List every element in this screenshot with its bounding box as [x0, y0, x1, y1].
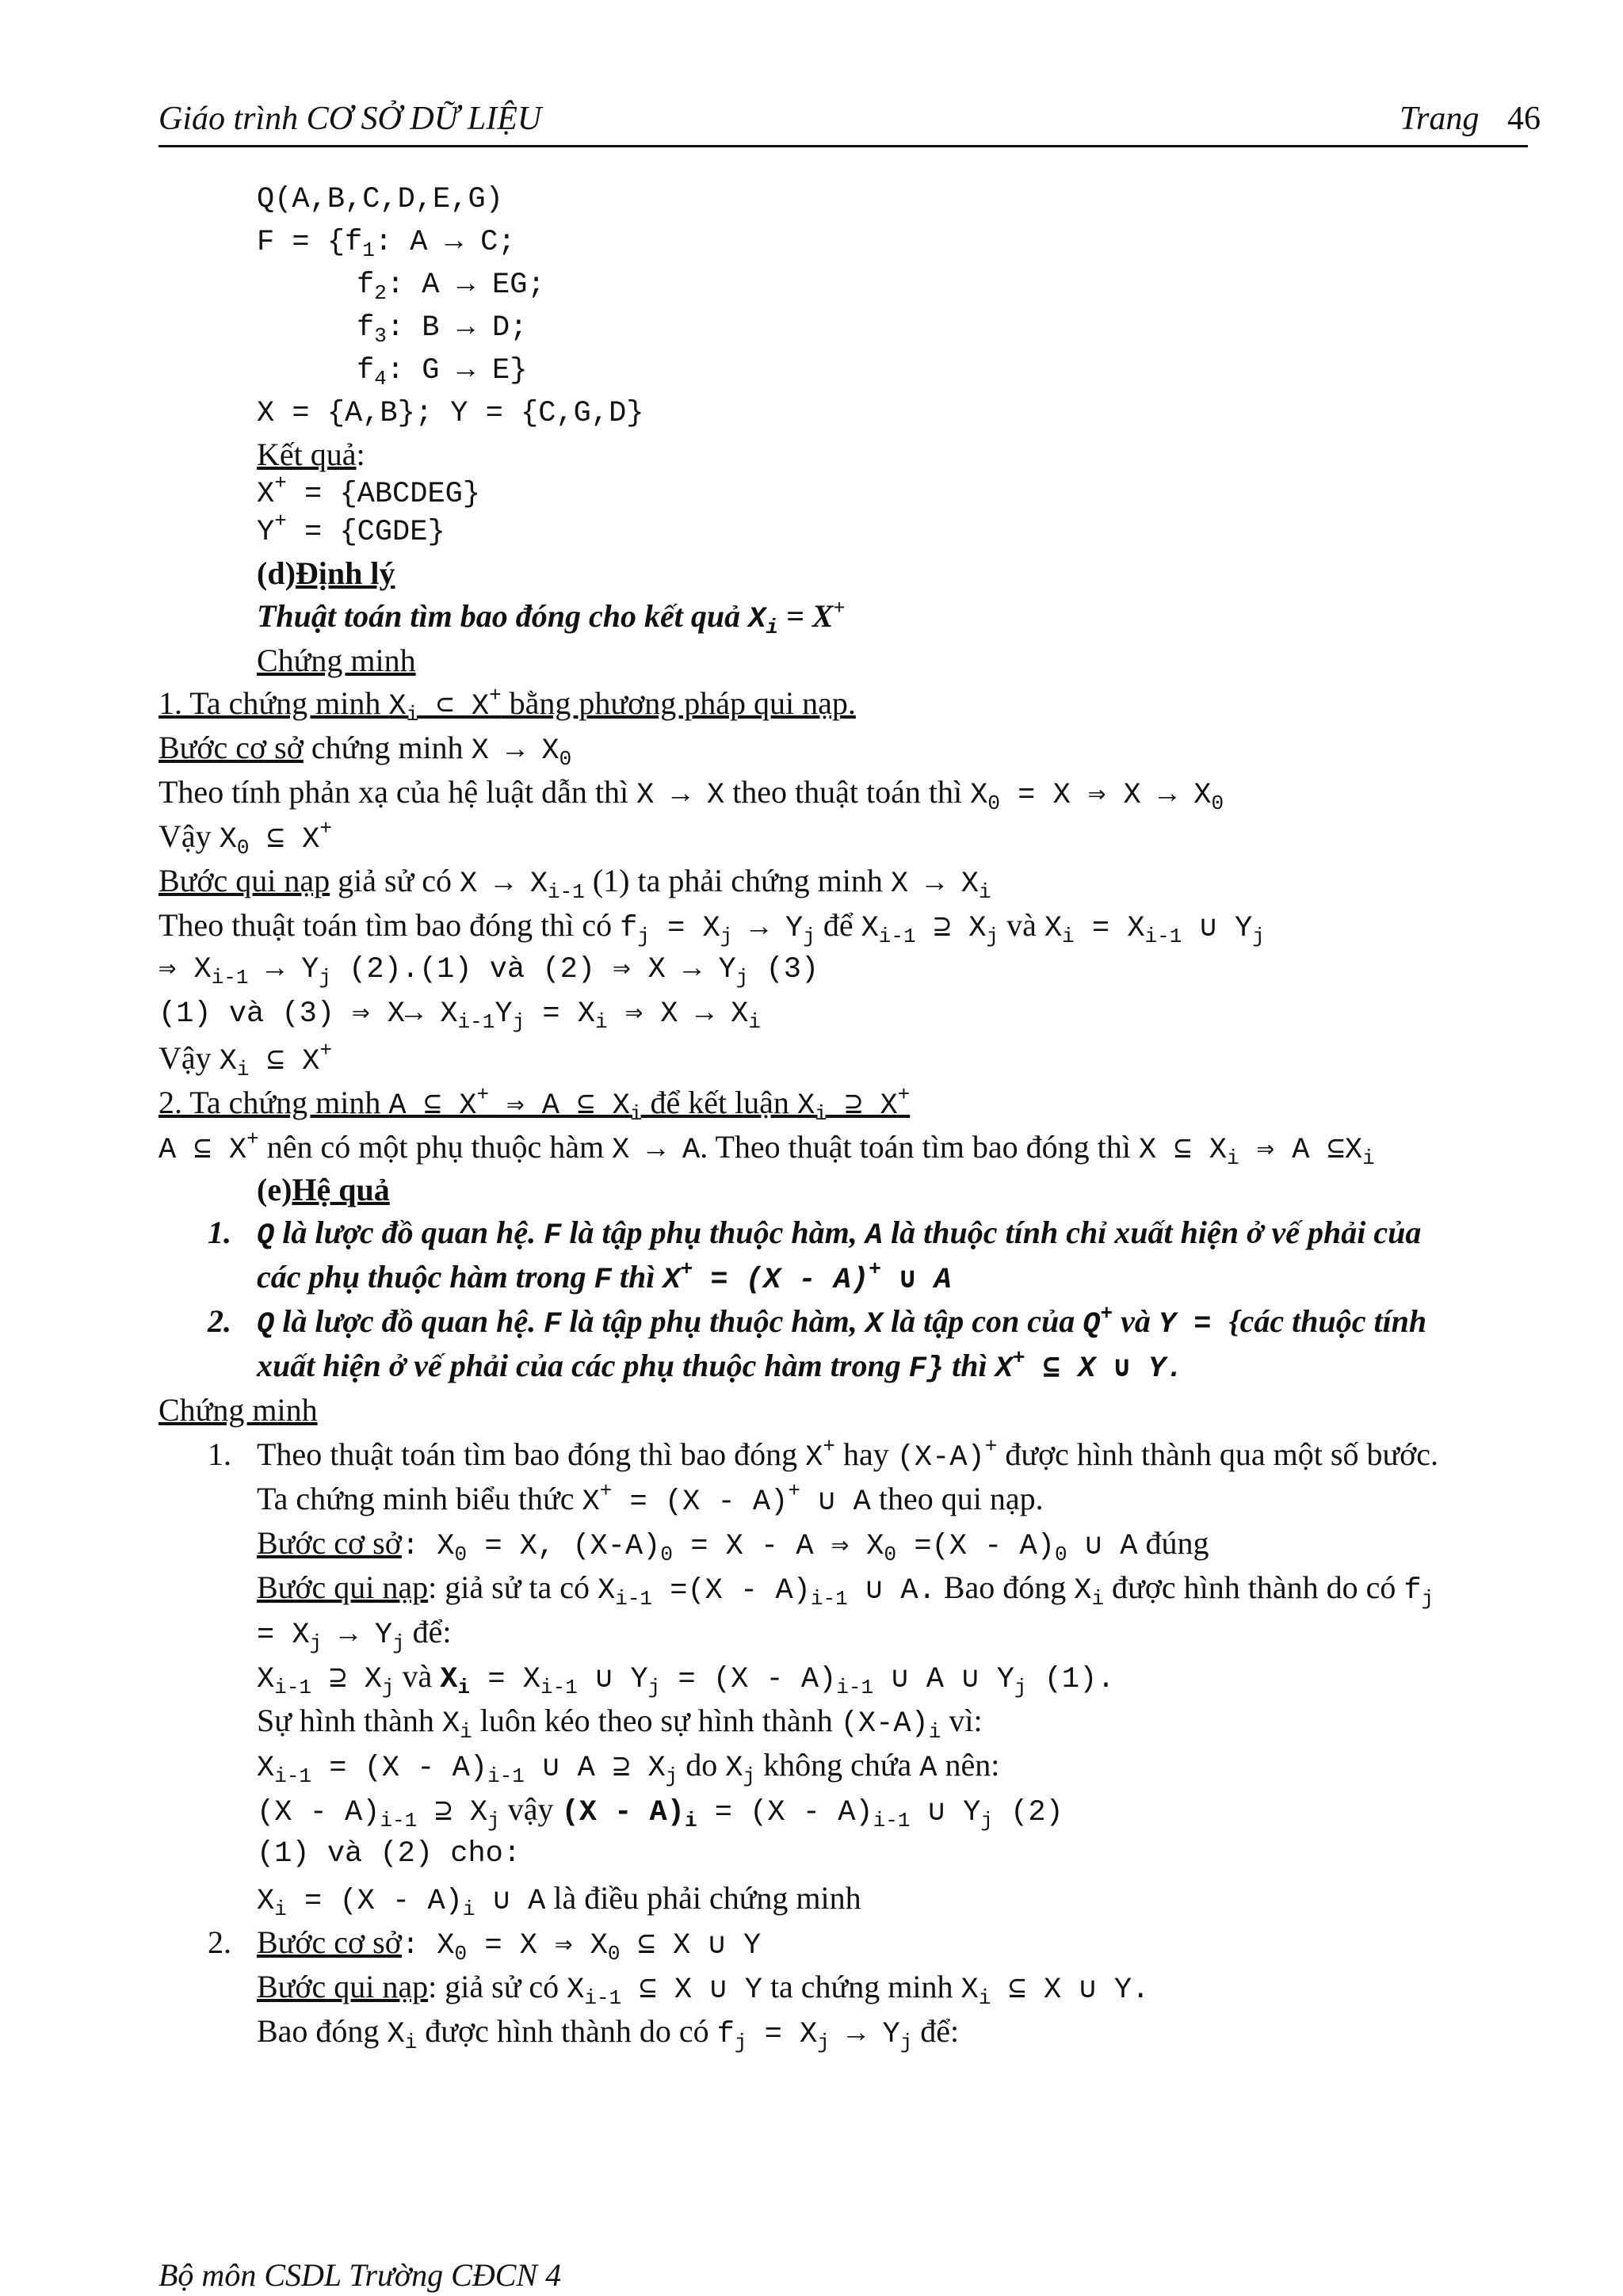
fd-line-4: $f_4$: G → E}: [357, 354, 528, 391]
proof2-line-13: Bước qui nạp: giả sử có $X_{i-1}$ ⊆ X ∪ Y ta chứng minh $X_i$ ⊆ X ∪ Y.: [257, 1969, 1150, 2010]
corollary-item2-line2: xuất hiện ở vế phải của các phụ thuộc hàm trong F} thì X+ ⊆ X ∪ Y.: [257, 1346, 1184, 1386]
fd-line-2: $f_2$: A → EG;: [357, 269, 545, 305]
theorem-proof-label: Chứng minh: [257, 643, 416, 678]
proof2-line-11: $X_i = (X - A)_i$ ∪ A là điều phải chứng minh: [257, 1880, 861, 1921]
xy-line: X = {A,B}; Y = {C,G,D}: [257, 397, 644, 430]
header-page-number: 46: [1507, 101, 1541, 137]
theorem-statement: Thuật toán tìm bao đóng cho kết quả $X_i = X^+$: [257, 596, 846, 639]
fd-line-3: $f_3$: B → D;: [357, 311, 528, 348]
theorem-label: (d)Định lý: [257, 555, 395, 591]
proof-implication-line: ⇒ $X_{i-1} \to Y_j$ (2).(1) và (2) ⇒ $X \to Y_j$ (3): [158, 953, 819, 990]
proof2-line-2: Ta chứng minh biểu thức X+ = (X - A)+ ∪ A theo qui nạp.: [257, 1479, 1044, 1519]
corollary-item1-num: 1.: [208, 1215, 231, 1250]
corollary-item2-line1: Q là lược đồ quan hệ. F là tập phụ thuộc hàm, X là tập con của Q+ và Y = {các thuộc tính: [257, 1302, 1427, 1341]
header-page-label: Trang: [1400, 101, 1480, 137]
header-title: Giáo trình CƠ SỞ DỮ LIỆU: [158, 101, 542, 137]
proof2-line-6: $X_{i-1}$ ⊇ $X_j$ và $X_i = X_{i-1}$ ∪ $Y_j = (X - A)_{i-1}$ ∪ A ∪ $Y_j$ (1).: [257, 1658, 1115, 1699]
proof2-line-12: Bước cơ sở: $X_0 = X$ ⇒ $X_0$ ⊆ X ∪ Y: [257, 1924, 762, 1966]
proof-part2-line: A ⊆ X+ nên có một phụ thuộc hàm X → A. Theo thuật toán tìm bao đóng thì X ⊆ $X_i$ ⇒ A $⊆X_i$: [158, 1127, 1375, 1170]
proof2-item2-num: 2.: [208, 1924, 231, 1960]
schema-line: Q(A,B,C,D,E,G): [257, 183, 503, 216]
result-label: Kết quả:: [257, 437, 365, 472]
proof2-item1-num: 1.: [208, 1436, 231, 1472]
proof-combine-line: (1) và (3) ⇒ $X\to X_{i-1}Y_j = X_i$ ⇒ $X \to X_i$: [158, 997, 761, 1034]
corollary-item1-line1: Q là lược đồ quan hệ. F là tập phụ thuộc hàm, A là thuộc tính chỉ xuất hiện ở vế phải của: [257, 1215, 1422, 1253]
proof-part1-title: 1. Ta chứng minh $X_i$ ⊂ X+ bằng phương pháp qui nạp.: [158, 684, 856, 727]
proof2-line-4: Bước qui nạp: giả sử ta có $X_{i-1} =(X - A)_{i-1}$ ∪ A. Bao đóng $X_i$ được hình thành do có $f_j$: [257, 1569, 1434, 1611]
proof-conclusion-1: Vậy $X_0$ ⊆ X+: [158, 817, 332, 860]
header-rule: [158, 145, 1528, 147]
proof2-line-8: $X_{i-1} = (X - A)_{i-1}$ ∪ A ⊇ $X_j$ do $X_j$ không chứa A nên:: [257, 1747, 1000, 1788]
proof2-label: Chứng minh: [158, 1392, 318, 1428]
proof-part2-title: 2. Ta chứng minh A ⊆ X+ ⇒ A ⊆ $X_i$ để kết luận $X_i$ ⊇ X+: [158, 1083, 911, 1126]
corollary-item1-line2: các phụ thuộc hàm trong F thì X+ = (X - A)+ ∪ A: [257, 1257, 952, 1297]
y-closure-line: Y+ = {CGDE}: [257, 509, 445, 549]
proof-base-line: Bước cơ sở chứng minh $X \to X_0$: [158, 730, 572, 771]
proof-algo-line: Theo thuật toán tìm bao đóng thì có $f_j = X_j \to Y_j$ để $X_{i-1}$ ⊇ $X_j$ và $X_i = X_{i-1}$ ∪ $Y_j$: [158, 907, 1265, 948]
proof2-line-7: Sự hình thành $X_i$ luôn kéo theo sự hình thành $(X-A)_i$ vì:: [257, 1703, 983, 1744]
fd-line-1: $F = \{f_1$: A → C;: [257, 226, 516, 262]
proof2-line-1: Theo thuật toán tìm bao đóng thì bao đóng X+ hay (X-A)+ được hình thành qua một số bước.: [257, 1435, 1439, 1474]
corollary-item2-num: 2.: [208, 1303, 231, 1339]
footer-text: Bộ môn CSDL Trường CĐCN 4: [158, 2257, 562, 2293]
proof2-line-3: Bước cơ sở: $X_0 = X$, $(X-A)_0 = X - A$ ⇒ $X_0 =(X - A)_0$ ∪ A đúng: [257, 1525, 1209, 1566]
proof2-line-5: = $X_j \to Y_j$ để:: [257, 1614, 452, 1655]
proof2-line-14: Bao đóng $X_i$ được hình thành do có $f_j = X_j \to Y_j$ để:: [257, 2013, 960, 2054]
proof-reflex-line: Theo tính phản xạ của hệ luật dẫn thì X → X theo thuật toán thì $X_0 = X$ ⇒ $X \to X_0$: [158, 774, 1224, 815]
proof2-line-9: $(X - A)_{i-1}$ ⊇ $X_j$ vậy $(X - A)_i = (X - A)_{i-1}$ ∪ $Y_j$ (2): [257, 1791, 1064, 1833]
x-closure-line: X+ = {ABCDEG}: [257, 471, 481, 511]
proof2-line-10: (1) và (2) cho:: [257, 1837, 521, 1871]
proof-step-line: Bước qui nạp giả sử có $X \to X_{i-1}$ (1) ta phải chứng minh $X \to X_i$: [158, 863, 991, 904]
proof-conclusion-2: Vậy $X_i$ ⊆ X+: [158, 1039, 332, 1081]
corollary-label: (e)Hệ quả: [257, 1172, 390, 1207]
